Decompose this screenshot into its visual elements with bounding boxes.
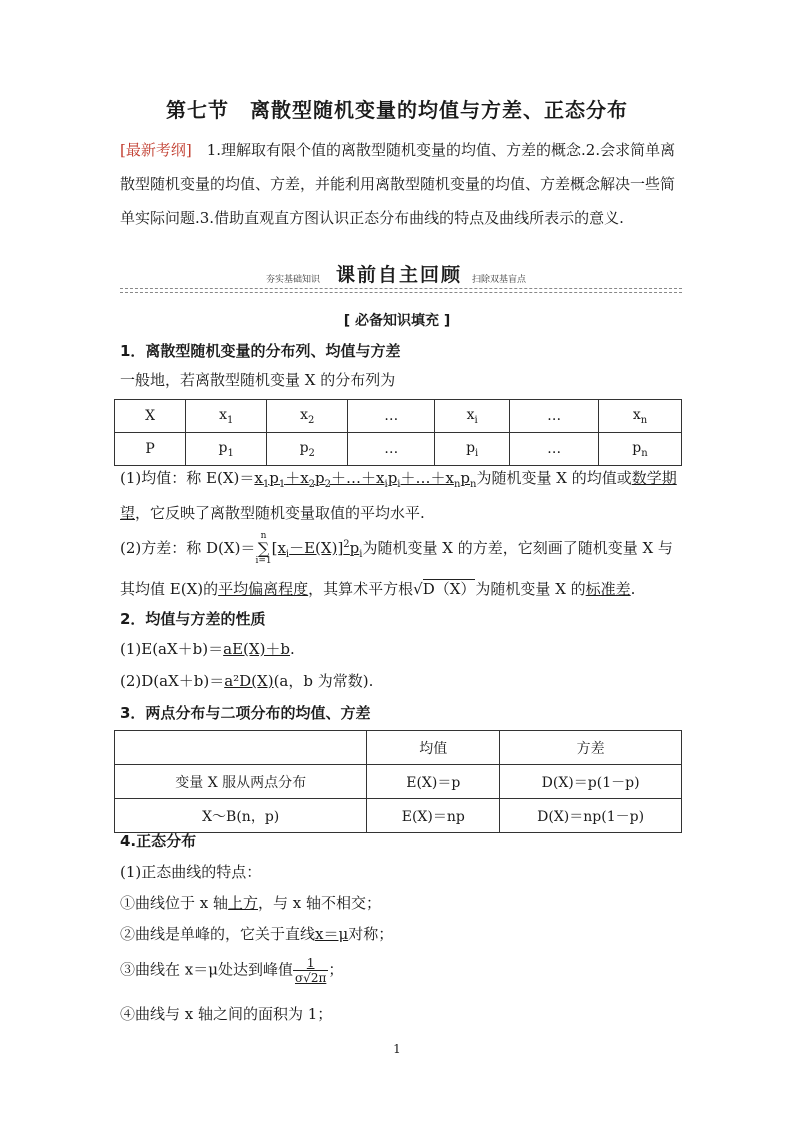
variance-term: 平均偏离程度: [218, 580, 309, 598]
table-cell: D(X)＝np(1－p): [500, 799, 682, 833]
property-line-2: [120, 669, 685, 693]
table-cell: X: [115, 400, 186, 433]
mean-definition: [120, 464, 685, 528]
table-cell: X～B(n，p): [115, 799, 367, 833]
variance-text: ，其算术平方根: [308, 580, 414, 598]
table-cell: $p_i$: [435, 433, 510, 466]
banner-divider: [120, 292, 682, 293]
syllabus-tag: [最新考纲]: [120, 141, 192, 159]
table-header-cell: 方差: [500, 731, 682, 765]
mean-variance-table: [114, 730, 682, 833]
feature-text: 对称；: [348, 925, 394, 943]
fraction-numerator: 1: [293, 956, 328, 971]
feature-answer: 上方: [228, 894, 259, 912]
property-text: (a，b 为常数).: [273, 672, 374, 690]
distribution-table: [114, 399, 682, 466]
table-cell: $x_n$: [598, 400, 681, 433]
table-cell: …: [348, 400, 435, 433]
variance-text: .: [630, 580, 636, 598]
heading-properties: 2．均值与方差的性质: [120, 610, 266, 628]
table-cell: E(X)＝p: [367, 765, 500, 799]
variance-text: (2)方差：称 D(X)＝: [120, 539, 256, 557]
feature-text: ③曲线在 x＝μ处达到峰值: [120, 960, 293, 979]
normal-feature-1: [120, 891, 685, 915]
syllabus-paragraph: [120, 133, 680, 235]
normal-feature-4: ④曲线与 x 轴之间的面积为 1；: [120, 1005, 333, 1023]
table-cell: P: [115, 433, 186, 466]
table-row: [115, 731, 682, 765]
sqrt-symbol: √D（X）: [413, 580, 476, 598]
distribution-lead: 一般地，若离散型随机变量 X 的分布列为: [120, 371, 396, 389]
heading-normal-distribution: 4.正态分布: [120, 832, 197, 850]
table-header-cell: [115, 731, 367, 765]
table-row: [115, 433, 682, 466]
table-cell: E(X)＝np: [367, 799, 500, 833]
banner-divider: [120, 288, 682, 289]
normal-feature-3: [120, 956, 685, 985]
normal-curve-intro: (1)正态曲线的特点：: [120, 863, 262, 881]
property-answer: aE(X)＋b: [223, 640, 291, 658]
feature-text: ，与 x 轴不相交；: [258, 894, 382, 912]
variance-formula: $[x_i-E(X)]^2p_i$: [271, 539, 363, 560]
mean-term: 数学期望: [120, 469, 677, 522]
heading-two-point-binomial: 3．两点分布与二项分布的均值、方差: [120, 704, 371, 722]
table-cell: $p_n$: [598, 433, 681, 466]
property-text: (1)E(aX＋b)＝: [120, 640, 224, 658]
table-cell: $p_2$: [267, 433, 348, 466]
property-answer: a²D(X): [224, 672, 274, 690]
mean-text: (1)均值：称 E(X)＝: [120, 469, 255, 487]
table-row: [115, 765, 682, 799]
fraction-denominator: σ√2π: [294, 971, 327, 985]
table-cell: …: [510, 433, 599, 466]
variance-text: 为随机变量 X 的: [475, 580, 586, 598]
std-term: 标准差: [585, 580, 631, 598]
mean-formula: $x_1p_1+x_2p_2+\dots+x_ip_i+\dots+x_np_n$: [254, 469, 477, 490]
table-cell: $x_2$: [267, 400, 348, 433]
sum-upper: n: [260, 531, 267, 541]
table-cell: 变量 X 服从两点分布: [115, 765, 367, 799]
mean-text: 为随机变量 X 的均值或: [476, 469, 632, 487]
table-cell: $x_i$: [435, 400, 510, 433]
table-row: [115, 799, 682, 833]
feature-answer: x＝μ: [315, 925, 349, 943]
sqrt-content: D（X）: [422, 580, 476, 598]
variance-text: 为随机变量 X 的方差，它刻画了随机变量 X 与其均值 E(X)的: [120, 539, 673, 598]
table-row: [115, 400, 682, 433]
peak-fraction: [293, 956, 328, 985]
heading-distribution: 1．离散型随机变量的分布列、均值与方差: [120, 342, 401, 360]
table-cell: $p_1$: [186, 433, 267, 466]
section-title: 第七节 离散型随机变量的均值与方差、正态分布: [166, 98, 628, 122]
banner-title: 课前自主回顾: [336, 264, 463, 286]
table-cell: D(X)＝p(1－p): [500, 765, 682, 799]
table-cell: $x_1$: [186, 400, 267, 433]
sum-symbol: [255, 532, 271, 566]
sigma-icon: ∑: [257, 539, 270, 558]
table-cell: …: [348, 433, 435, 466]
property-text: (2)D(aX＋b)＝: [120, 672, 225, 690]
banner-left-text: 夯实基础知识: [266, 275, 321, 285]
section-banner: [120, 258, 682, 294]
feature-text: ②曲线是单峰的，它关于直线: [120, 925, 316, 943]
feature-text: ；: [328, 960, 344, 979]
knowledge-box-heading: [ 必备知识填充 ]: [343, 313, 451, 329]
feature-text: ①曲线位于 x 轴: [120, 894, 228, 912]
sum-lower: i=1: [255, 556, 272, 566]
banner-right-text: 扫除双基盲点: [472, 275, 527, 285]
normal-feature-2: [120, 922, 685, 946]
page-number: 1: [393, 1042, 401, 1056]
property-line-1: [120, 637, 685, 661]
variance-definition: [120, 528, 685, 606]
table-cell: …: [510, 400, 599, 433]
syllabus-text: 1.理解取有限个值的离散型随机变量的均值、方差的概念.2.会求简单离散型随机变量的均值、方差，并能利用离散型随机变量的均值、方差概念解决一些简单实际问题.3.借助直观直方图认识正态分布曲线的特点及曲线所表示的意义.: [120, 141, 676, 227]
mean-text: ，它反映了离散型随机变量取值的平均水平.: [135, 504, 425, 522]
property-text: .: [290, 640, 295, 658]
table-header-cell: 均值: [367, 731, 500, 765]
